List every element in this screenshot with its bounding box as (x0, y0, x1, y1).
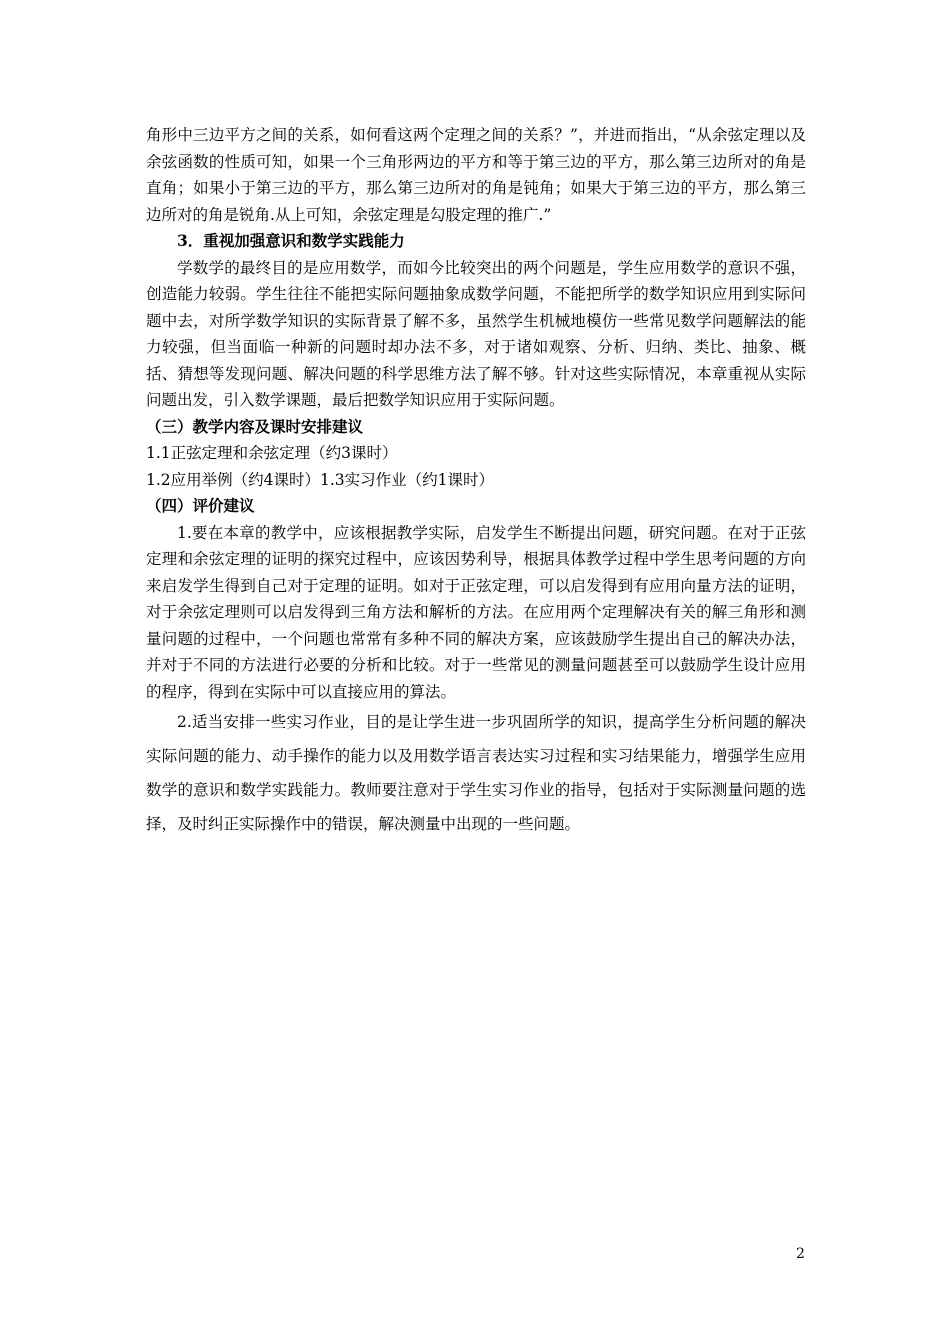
paragraph-continued: 角形中三边平方之间的关系，如何看这两个定理之间的关系？”，并进而指出，“从余弦定理以及余弦函数的性质可知，如果一个三角形两边的平方和等于第三边的平方，那么第三边所对的角是直角；如果小于第三边的平方，那么第三边所对的角是钝角；如果大于第三边的平方，那么第三边所对的角是锐角.从上可知，余弦定理是勾股定理的推广.” (146, 126, 806, 224)
schedule-line-1: 1.1正弦定理和余弦定理（约3课时） (146, 444, 398, 462)
evaluation-paragraph-2: 2.适当安排一些实习作业，目的是让学生进一步巩固所学的知识，提高学生分析问题的解决实际问题的能力、动手操作的能力以及用数学语言表达实习过程和实习结果能力，增强学生应用数学的意识和数学实践能力。教师要注意对于学生实习作业的指导，包括对于实际测量问题的选择，及时纠正实际操作中的错误，解决测量中出现的一些问题。 (146, 713, 806, 833)
document-body (146, 122, 806, 841)
section-title-teaching-content: （三）教学内容及课时安排建议 (146, 416, 364, 436)
subheading-practice-ability: 3．重视加强意识和数学实践能力 (177, 231, 405, 250)
evaluation-paragraph-1: 1.要在本章的教学中，应该根据教学实际，启发学生不断提出问题，研究问题。在对于正弦定理和余弦定理的证明的探究过程中，应该因势利导，根据具体教学过程中学生思考问题的方向来启发学生得到自己对于定理的证明。如对于正弦定理，可以启发得到有应用向量方法的证明，对于余弦定理则可以启发得到三角方法和解析的方法。在应用两个定理解决有关的解三角形和测量问题的过程中，一个问题也常常有多种不同的解决方案，应该鼓励学生提出自己的解决办法，并对于不同的方法进行必要的分析和比较。对于一些常见的测量问题甚至可以鼓励学生设计应用的程序，得到在实际中可以直接应用的算法。 (146, 523, 806, 701)
page-number: 2 (796, 1246, 805, 1262)
schedule-line-2: 1.2应用举例（约4课时）1.3实习作业（约1课时） (146, 470, 495, 489)
section-title-evaluation: （四）评价建议 (146, 496, 255, 515)
paragraph-practice-ability: 学数学的最终目的是应用数学，而如今比较突出的两个问题是，学生应用数学的意识不强，创造能力较弱。学生往往不能把实际问题抽象成数学问题，不能把所学的数学知识应用到实际问题中去，对所学数学知识的实际背景了解不多，虽然学生机械地模仿一些常见数学问题解法的能力较强，但当面临一种新的问题时却办法不多，对于诸如观察、分析、归纳、类比、抽象、概括、猜想等发现问题、解决问题的科学思维方法了解不够。针对这些实际情况，本章重视从实际问题出发，引入数学课题，最后把数学知识应用于实际问题。 (146, 258, 806, 409)
